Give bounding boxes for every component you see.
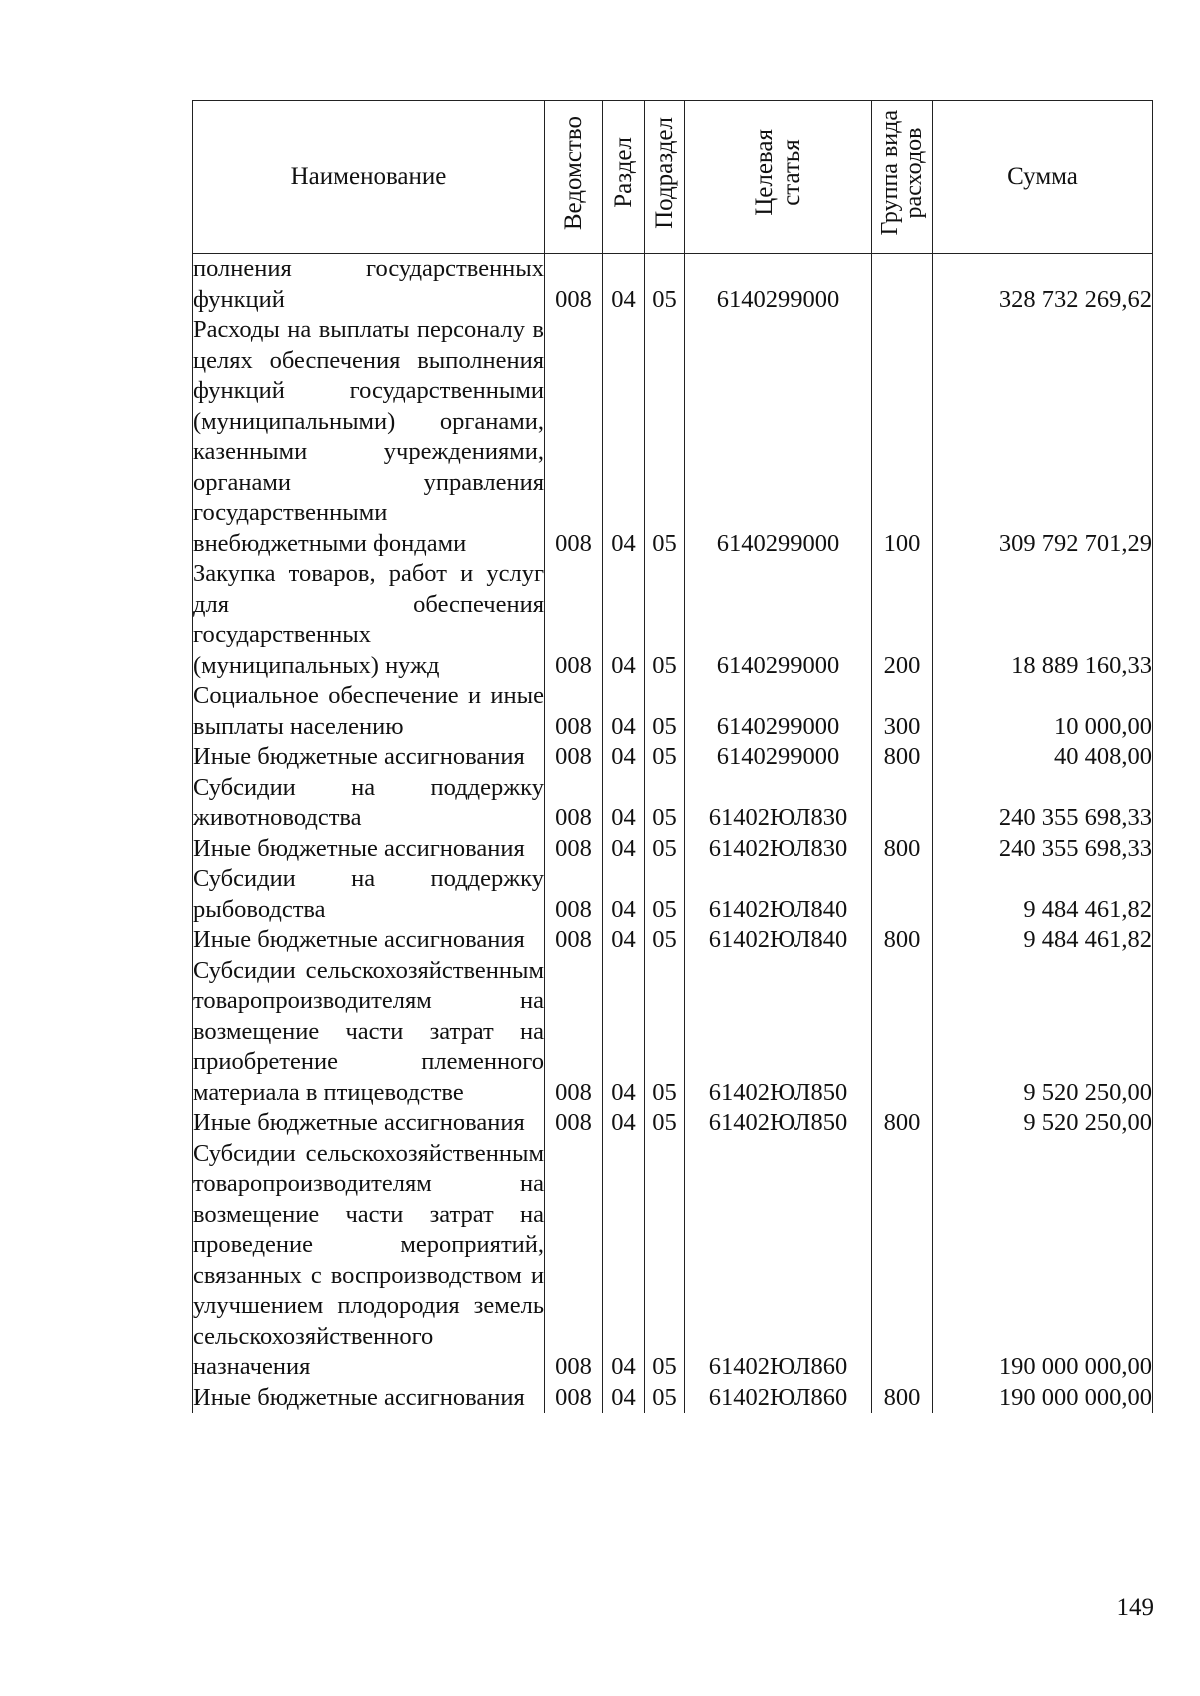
header-name: Наименование [193,101,545,254]
row-podrazdel: 05 [645,1139,685,1383]
row-target-article: 61402ЮЛ850 [685,1108,872,1139]
row-vedomstvo: 008 [545,681,603,742]
row-target-article: 6140299000 [685,315,872,559]
row-sum: 240 355 698,33 [933,773,1153,834]
row-expense-group: 200 [872,559,933,681]
row-expense-group [872,773,933,834]
row-expense-group [872,956,933,1109]
row-expense-group: 800 [872,834,933,865]
row-sum: 9 520 250,00 [933,1108,1153,1139]
row-target-article: 6140299000 [685,742,872,773]
row-podrazdel: 05 [645,834,685,865]
table-row [193,773,1153,834]
row-target-article: 6140299000 [685,559,872,681]
row-vedomstvo: 008 [545,254,603,316]
row-vedomstvo: 008 [545,773,603,834]
row-vedomstvo: 008 [545,834,603,865]
row-expense-group [872,1139,933,1383]
row-vedomstvo: 008 [545,1139,603,1383]
row-target-article: 61402ЮЛ850 [685,956,872,1109]
row-podrazdel: 05 [645,315,685,559]
table-row [193,925,1153,956]
row-vedomstvo: 008 [545,925,603,956]
table-row [193,1108,1153,1139]
header-expense-group: Группа вида расходов [872,101,933,254]
row-razdel: 04 [603,773,645,834]
table-row [193,864,1153,925]
row-sum: 9 520 250,00 [933,956,1153,1109]
row-razdel: 04 [603,559,645,681]
row-podrazdel: 05 [645,559,685,681]
row-sum: 190 000 000,00 [933,1383,1153,1414]
row-sum: 190 000 000,00 [933,1139,1153,1383]
header-podrazdel: Подраздел [645,101,685,254]
table-row [193,1383,1153,1414]
row-name: Иные бюджетные ассигнования [193,1383,545,1414]
row-podrazdel: 05 [645,864,685,925]
row-razdel: 04 [603,681,645,742]
row-sum: 9 484 461,82 [933,925,1153,956]
row-target-article: 6140299000 [685,254,872,316]
header-vedomstvo: Ведомство [545,101,603,254]
row-razdel: 04 [603,1383,645,1414]
row-name: Субсидии сельскохозяйственным товаропроизводителям на возмещение части затрат на приобретение племенного материала в птицеводстве [193,956,545,1109]
row-expense-group [872,254,933,316]
table-header-row [193,101,1153,254]
table-body [193,254,1153,1414]
row-sum: 309 792 701,29 [933,315,1153,559]
row-razdel: 04 [603,254,645,316]
table-row [193,315,1153,559]
row-target-article: 61402ЮЛ860 [685,1383,872,1414]
row-sum: 240 355 698,33 [933,834,1153,865]
row-sum: 9 484 461,82 [933,864,1153,925]
row-sum: 328 732 269,62 [933,254,1153,316]
table-row [193,254,1153,316]
row-target-article: 61402ЮЛ830 [685,773,872,834]
row-sum: 40 408,00 [933,742,1153,773]
row-target-article: 61402ЮЛ840 [685,925,872,956]
row-name: Иные бюджетные ассигнования [193,1108,545,1139]
row-vedomstvo: 008 [545,864,603,925]
row-expense-group: 800 [872,925,933,956]
row-razdel: 04 [603,1139,645,1383]
row-name: Закупка товаров, работ и услуг для обеспечения государственных (муниципальных) нужд [193,559,545,681]
row-name: Иные бюджетные ассигнования [193,834,545,865]
row-podrazdel: 05 [645,681,685,742]
row-expense-group [872,864,933,925]
row-vedomstvo: 008 [545,1383,603,1414]
row-razdel: 04 [603,742,645,773]
row-expense-group: 100 [872,315,933,559]
table-row [193,1139,1153,1383]
row-name: Расходы на выплаты персоналу в целях обеспечения выполнения функций государственными (муниципальными) органами, казенными учреждениями, органами управления государственными внебюджетными фондами [193,315,545,559]
row-podrazdel: 05 [645,742,685,773]
row-podrazdel: 05 [645,254,685,316]
table-row [193,742,1153,773]
row-vedomstvo: 008 [545,559,603,681]
row-name: полнения государственных функций [193,254,545,316]
row-podrazdel: 05 [645,1383,685,1414]
table-row [193,559,1153,681]
row-name: Иные бюджетные ассигнования [193,742,545,773]
row-razdel: 04 [603,956,645,1109]
row-sum: 10 000,00 [933,681,1153,742]
row-name: Субсидии сельскохозяйственным товаропроизводителям на возмещение части затрат на проведение мероприятий, связанных с воспроизводством и улучшением плодородия земель сельскохозяйственного назначения [193,1139,545,1383]
row-podrazdel: 05 [645,1108,685,1139]
row-target-article: 61402ЮЛ860 [685,1139,872,1383]
table-row [193,834,1153,865]
row-podrazdel: 05 [645,773,685,834]
row-razdel: 04 [603,925,645,956]
row-razdel: 04 [603,1108,645,1139]
table-row [193,956,1153,1109]
header-target-article: Целевая статья [685,101,872,254]
row-razdel: 04 [603,864,645,925]
row-name: Субсидии на поддержку животноводства [193,773,545,834]
row-target-article: 61402ЮЛ840 [685,864,872,925]
header-sum: Сумма [933,101,1153,254]
row-podrazdel: 05 [645,925,685,956]
row-podrazdel: 05 [645,956,685,1109]
row-expense-group: 800 [872,1383,933,1414]
row-expense-group: 800 [872,742,933,773]
row-name: Социальное обеспечение и иные выплаты населению [193,681,545,742]
row-expense-group: 300 [872,681,933,742]
header-razdel: Раздел [603,101,645,254]
row-target-article: 6140299000 [685,681,872,742]
row-name: Субсидии на поддержку рыбоводства [193,864,545,925]
page-number: 149 [1116,1594,1154,1621]
row-razdel: 04 [603,315,645,559]
row-vedomstvo: 008 [545,742,603,773]
row-expense-group: 800 [872,1108,933,1139]
row-sum: 18 889 160,33 [933,559,1153,681]
row-razdel: 04 [603,834,645,865]
table-row [193,681,1153,742]
row-vedomstvo: 008 [545,956,603,1109]
row-vedomstvo: 008 [545,1108,603,1139]
row-target-article: 61402ЮЛ830 [685,834,872,865]
row-name: Иные бюджетные ассигнования [193,925,545,956]
budget-table [192,100,1153,1413]
row-vedomstvo: 008 [545,315,603,559]
